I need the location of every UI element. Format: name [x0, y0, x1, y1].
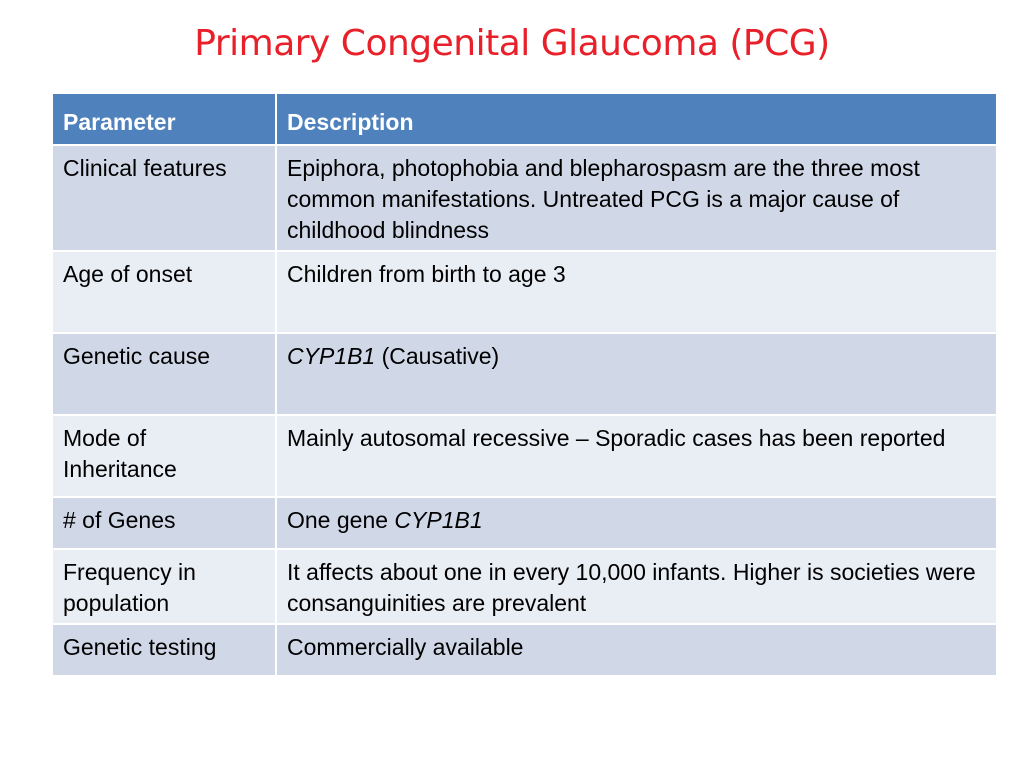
- row-parameter-frequency: Frequency in population: [52, 549, 276, 624]
- table-row: [52, 333, 997, 415]
- row-parameter-mode-of-inheritance: Mode of Inheritance: [52, 415, 276, 497]
- row-description-age-of-onset: Children from birth to age 3: [276, 251, 997, 333]
- table-row: [52, 415, 997, 497]
- pcg-parameter-table: [51, 92, 998, 677]
- row-description-mode-of-inheritance: Mainly autosomal recessive – Sporadic cases has been reported: [276, 415, 997, 497]
- row-parameter-number-of-genes: # of Genes: [52, 497, 276, 549]
- row-parameter-age-of-onset: Age of onset: [52, 251, 276, 333]
- header-description: Description: [276, 93, 997, 145]
- row-parameter-genetic-testing: Genetic testing: [52, 624, 276, 676]
- table-row: [52, 549, 997, 624]
- gene-name-cyp1b1: CYP1B1: [394, 507, 483, 533]
- table-header-row: [52, 93, 997, 145]
- row-description-genetic-testing: Commercially available: [276, 624, 997, 676]
- row-description-frequency: It affects about one in every 10,000 infants. Higher is societies were consanguinities are prevalent: [276, 549, 997, 624]
- row-description-clinical-features: Epiphora, photophobia and blepharospasm are the three most common manifestations. Untreated PCG is a major cause of childhood blindness: [276, 145, 997, 251]
- header-parameter: Parameter: [52, 93, 276, 145]
- table-row: [52, 497, 997, 549]
- genes-count-text: One gene: [287, 507, 395, 533]
- table-row: [52, 145, 997, 251]
- row-parameter-clinical-features: Clinical features: [52, 145, 276, 251]
- table-row: [52, 251, 997, 333]
- row-parameter-genetic-cause: Genetic cause: [52, 333, 276, 415]
- row-description-number-of-genes: [276, 497, 997, 549]
- genetic-cause-note: (Causative): [375, 343, 500, 369]
- row-description-genetic-cause: [276, 333, 997, 415]
- table-row: [52, 624, 997, 676]
- slide-title: Primary Congenital Glaucoma (PCG): [194, 23, 830, 64]
- gene-name-cyp1b1: CYP1B1: [287, 343, 376, 369]
